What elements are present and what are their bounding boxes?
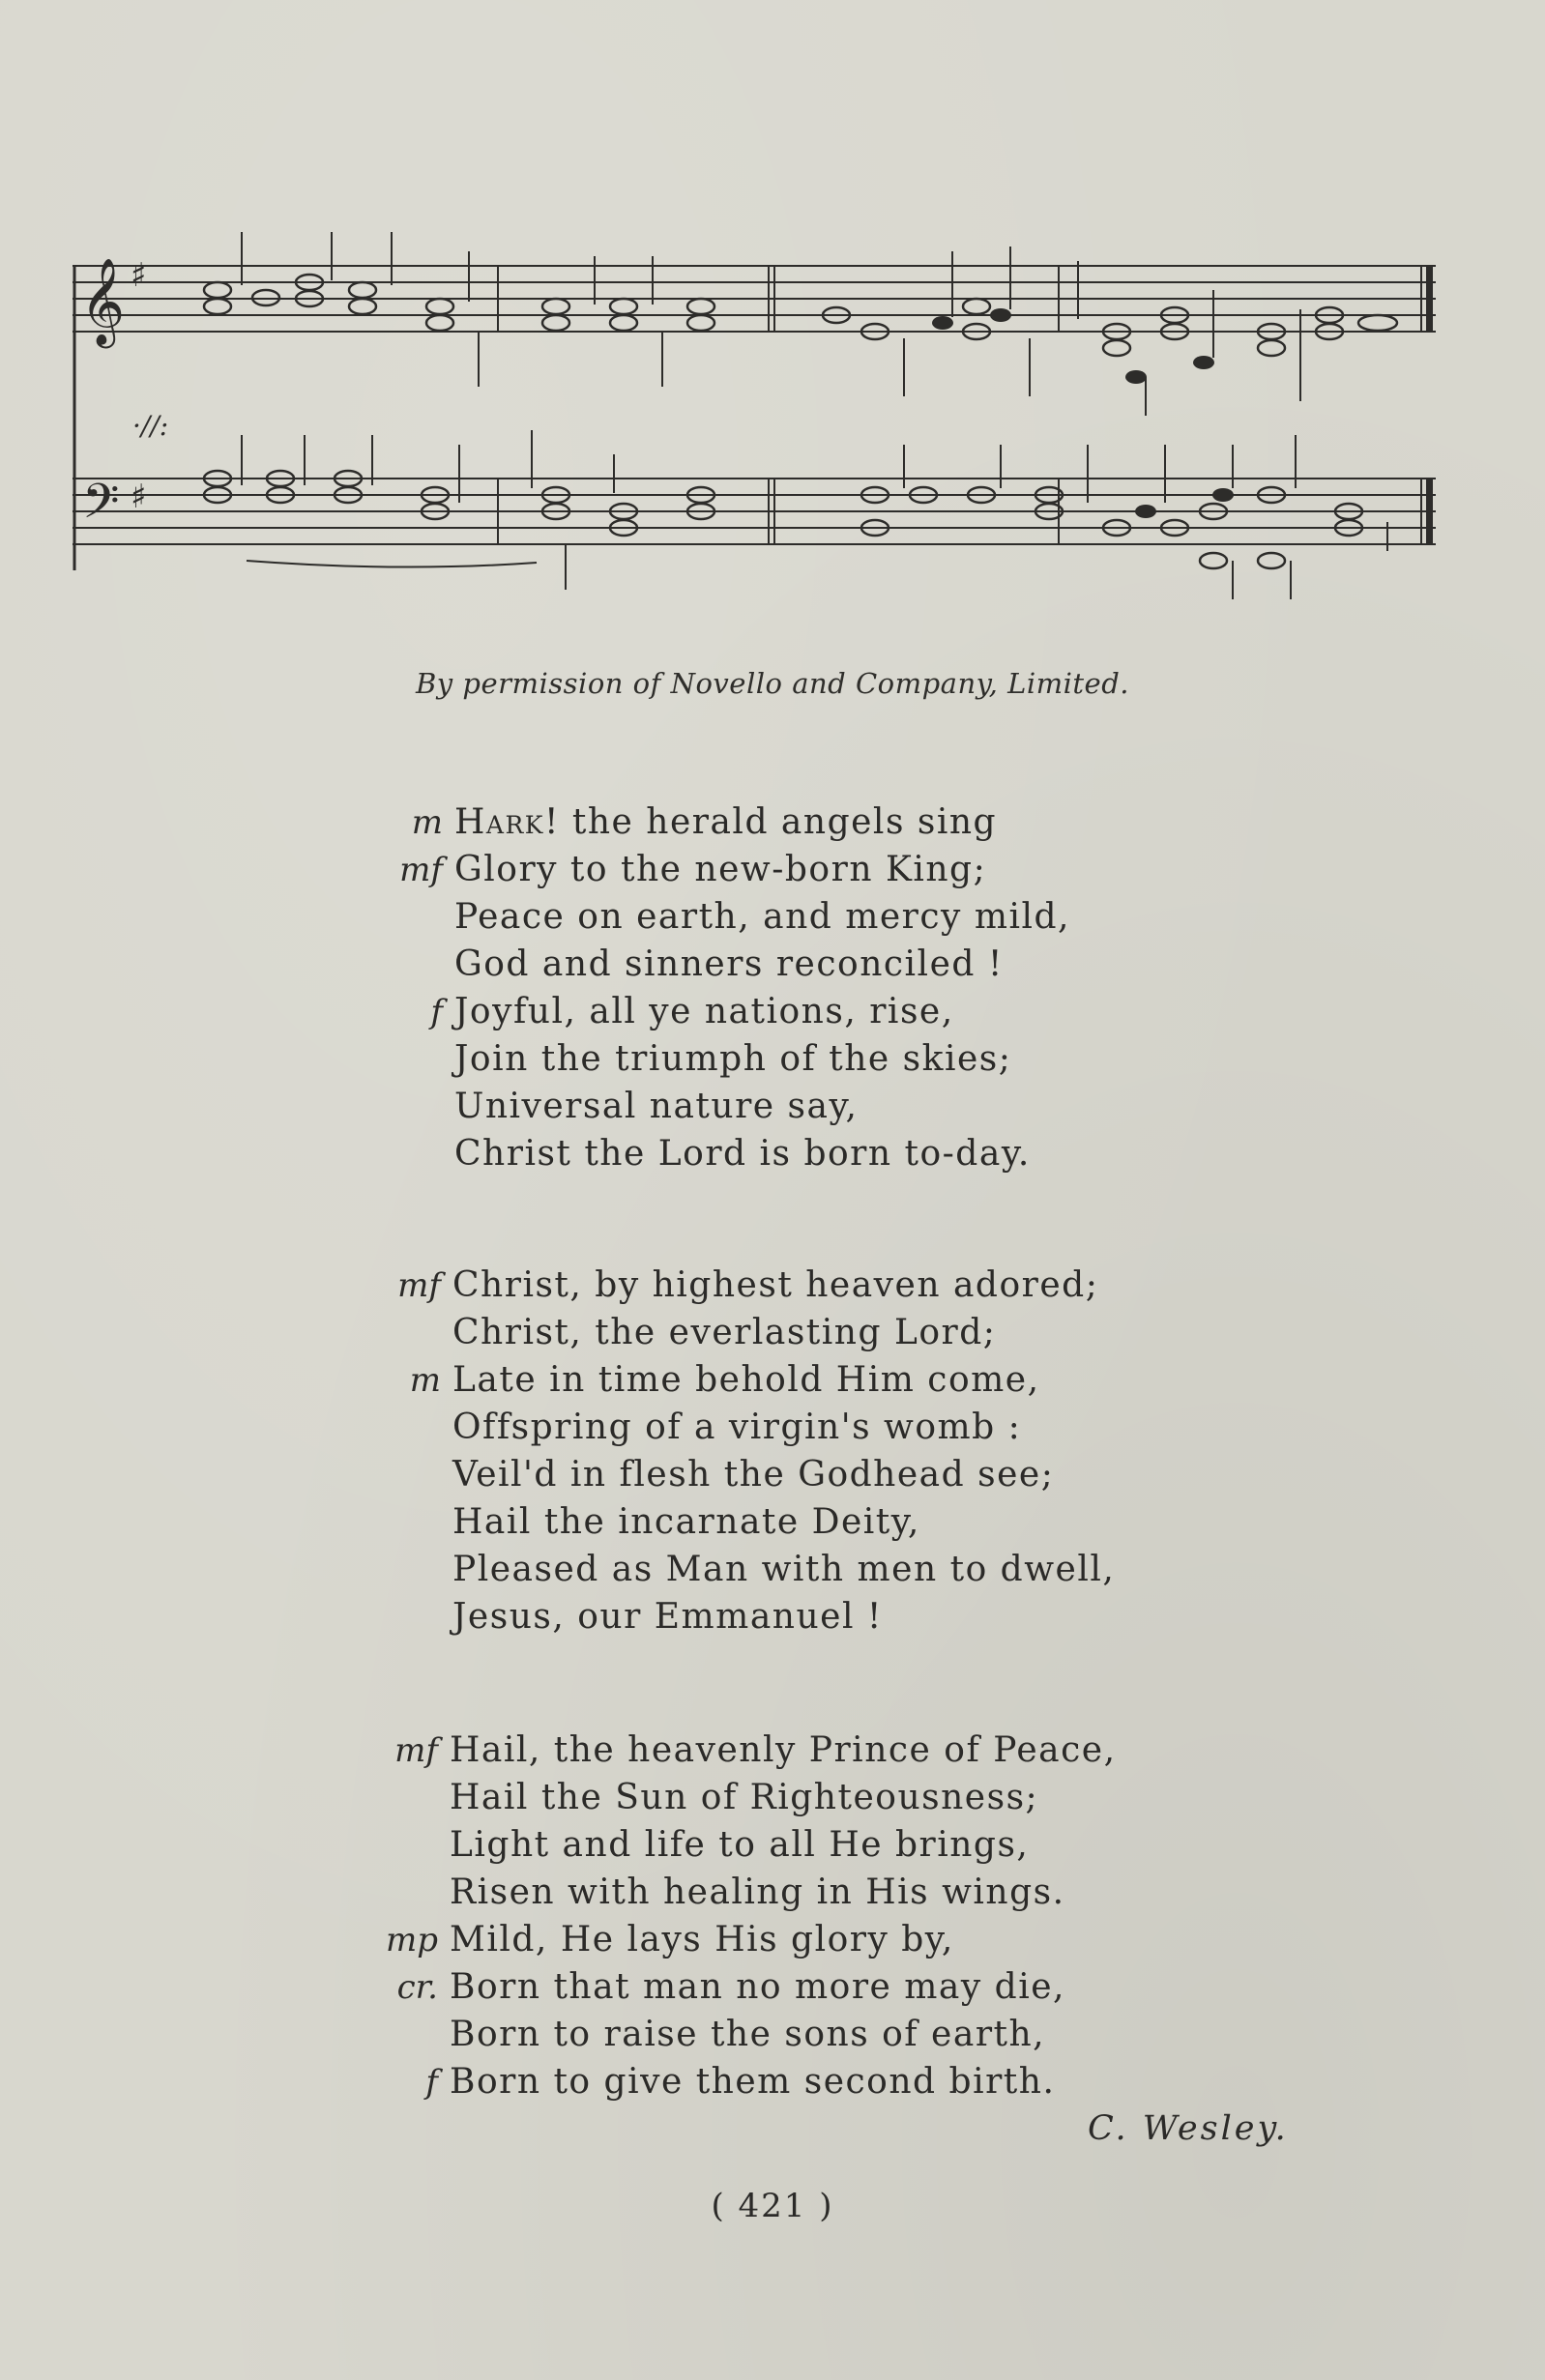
permission-note: By permission of Novello and Company, Limited. [416,667,1129,700]
verse-line [454,800,997,845]
dynamic-mark: mf [399,851,443,889]
verse-line-text: Risen with healing in His wings. [450,1872,1065,1912]
verse-line-text: Hail the Sun of Righteousness; [450,1778,1039,1817]
verse-line-text: Born to give them second birth. [450,2062,1056,2102]
verse-line-text: Born to raise the sons of earth, [450,2015,1046,2054]
treble-filled-notes [932,308,1214,384]
final-barlines [1426,266,1433,544]
verse-line-text: Glory to the new-born King; [454,850,987,889]
dynamic-mark: cr. [396,1968,438,2007]
verse-initial-word: Hark [454,802,544,842]
treble-staff [73,266,1436,332]
verse-line [454,895,1070,940]
verse-line [454,848,986,892]
sharp-icon-bass: ♯ [131,478,147,516]
verse-line [450,2013,1045,2057]
bass-clef-icon: 𝄢 [82,474,120,541]
dynamic-mark: m [409,1361,441,1400]
verse-line-text: Joyful, all ye nations, rise, [454,992,954,1031]
verse-line [450,1871,1065,1915]
verse-line [454,1037,1011,1082]
verse-line-text: Mild, He lays His glory by, [450,1920,954,1959]
treble-clef-icon: 𝄞 [80,258,126,345]
verse-line-text: Christ the Lord is born to-day. [454,1134,1031,1174]
treble-stems [242,232,1300,416]
repeat-mark: ·//: [132,410,169,442]
verse-line [452,1406,1021,1450]
verse-line [454,990,954,1034]
verse-line [452,1358,1040,1403]
verse-line-text: Peace on earth, and mercy mild, [454,897,1070,937]
dynamic-mark: f [425,2063,438,2102]
bass-notes [204,471,1362,568]
verse-line [450,1965,1065,2010]
verse-line [452,1500,920,1545]
verse-line-text: Late in time behold Him come, [452,1360,1040,1400]
verse-line-text: Universal nature say, [454,1087,859,1126]
music-score [73,232,1455,619]
verse-line [454,1132,1031,1176]
verse-line [450,2060,1055,2104]
verse-line [452,1548,1115,1592]
verse-line-text: Veil'd in flesh the Godhead see; [452,1455,1055,1495]
sharp-icon: ♯ [131,256,147,295]
verse-line [450,1728,1117,1773]
page-number: ( 421 ) [711,2187,834,2225]
dynamic-mark: mf [397,1266,441,1305]
verse-line-text: Light and life to all He brings, [450,1825,1030,1865]
verse-line-text: God and sinners reconciled ! [454,944,1004,984]
verse-line [454,1085,858,1129]
verse-line-text: Christ, the everlasting Lord; [452,1313,997,1352]
dynamic-mark: mp [385,1921,438,1959]
verse-line-text: Hail, the heavenly Prince of Peace, [450,1730,1117,1770]
verse-line [450,1918,954,1962]
verse-line [450,1776,1038,1820]
dynamic-mark: m [411,803,443,842]
dynamic-mark: mf [394,1731,438,1770]
tie-slur [247,561,537,567]
verse-line-text: Offspring of a virgin's womb : [452,1408,1022,1447]
verse-line [452,1595,883,1640]
verse-line-text: Join the triumph of the skies; [454,1039,1012,1079]
verse-line-text: Christ, by highest heaven adored; [452,1265,1099,1305]
verse-line [452,1453,1054,1497]
verse-line [450,1823,1029,1868]
dynamic-mark: f [430,993,443,1031]
verse-line-text: Pleased as Man with men to dwell, [452,1550,1116,1589]
verse-line [452,1311,996,1355]
verse-line [454,943,1004,987]
author-credit: C. Wesley. [1088,2109,1289,2148]
verse-line-text: Jesus, our Emmanuel ! [452,1597,883,1637]
verse-line-text: Hail the incarnate Deity, [452,1502,920,1542]
bass-stems [242,430,1387,599]
verse-line-text: ! the herald angels sing [543,802,998,842]
verse-line-text: Born that man no more may die, [450,1967,1065,2007]
verse-line [452,1263,1098,1308]
